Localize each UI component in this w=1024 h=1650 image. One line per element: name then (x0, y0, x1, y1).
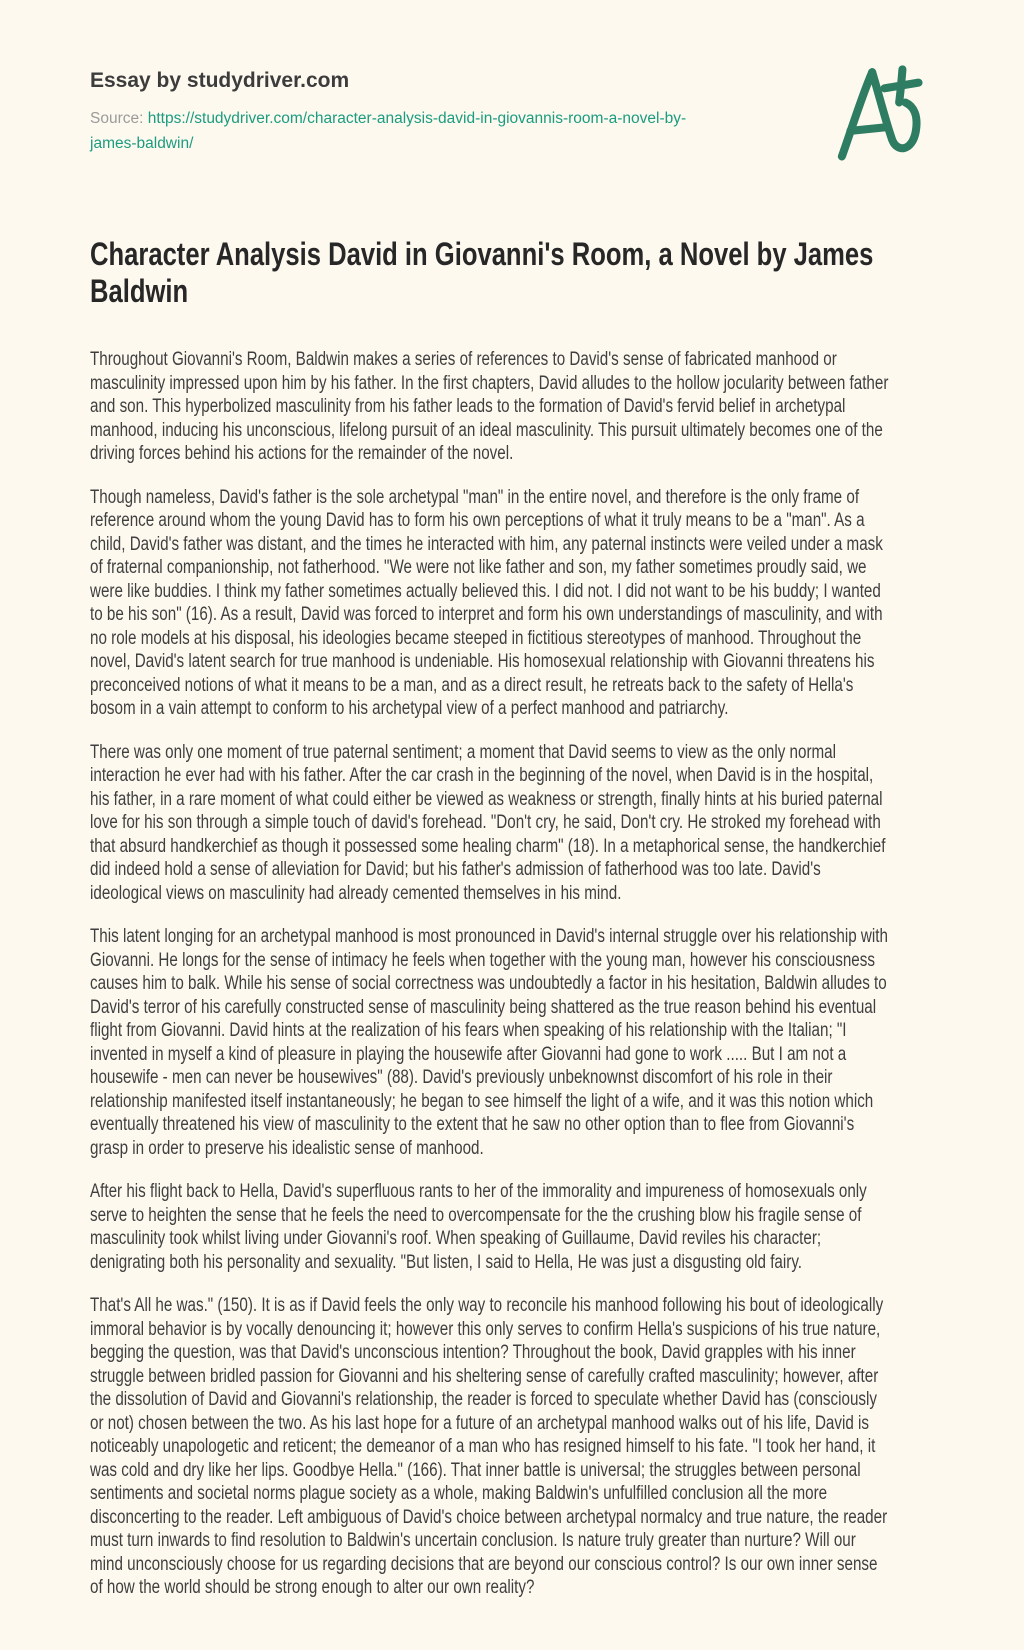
essay-paragraph: That's All he was." (150). It is as if David feels the only way to reconcile his manhood following his bout of ideologically immoral behavior is by vocally denouncing it; however this only serves to confirm Hella's suspicions of his true nature, begging the question, was that David's unconscious intention? Throughout the book, David grapples with his inner struggle between bridled passion for Giovanni and his sheltering sense of carefully crafted masculinity; however, after the dissolution of David and Giovanni's relationship, the reader is forced to speculate whether David has (consciously or not) chosen between the two. As his last hope for a future of an archetypal manhood walks out of his life, David is noticeably unapologetic and reticent; the demeanor of a man who has resigned himself to his fate. "I took her hand, it was cold and dry like her lips. Goodbye Hella." (166). That inner battle is universal; the struggles between personal sentiments and societal norms plague society as a whole, making Baldwin's unfulfilled conclusion all the more disconcerting to the reader. Left ambiguous of David's choice between archetypal normalcy and true nature, the reader must turn inwards to find resolution to Baldwin's uncertain conclusion. Is nature truly greater than nurture? Will our mind unconsciously choose for us regarding decisions that are beyond our conscious control? Is our own inner sense of how the world should be strong enough to alter our own reality? (90, 1295, 888, 1598)
source-url-link[interactable]: https://studydriver.com/character-analysis-david-in-giovannis-room-a-novel-by-james-baldwin/ (90, 110, 687, 152)
essay-paragraph: This latent longing for an archetypal manhood is most pronounced in David's internal struggle over his relationship with Giovanni. He longs for the sense of intimacy he feels when together with the young man, however his consciousness causes him to balk. While his sense of social correctness was undoubtedly a factor in his hesitation, Baldwin alludes to David's terror of his carefully constructed sense of masculinity being shattered as the true reason behind his eventual flight from Giovanni. David hints at the realization of his fears when speaking of his relationship with the Italian; "I invented in myself a kind of pleasure in playing the housewife after Giovanni had gone to work ..... But I am not a housewife - men can never be housewives" (88). David's previously unbeknownst discomfort of his role in their relationship manifested itself instantaneously; he began to see himself the light of a wife, and it was this notion which eventually threatened his view of masculinity to the extent that he saw no other option than to flee from Giovanni's grasp in order to preserve his idealistic sense of manhood. (90, 926, 888, 1159)
source-line (90, 106, 712, 156)
source-label: Source: (90, 110, 144, 127)
essay-paragraph: There was only one moment of true paternal sentiment; a moment that David seems to view as the only normal interaction he ever had with his father. After the car crash in the beginning of the novel, when David is in the hospital, his father, in a rare moment of what could either be viewed as weakness or strength, finally hints at his buried paternal love for his son through a simple touch of david's forehead. "Don't cry, he said, Don't cry. He stroked my forehead with that absurd handkerchief as though it possessed some healing charm" (18). In a metaphorical sense, the handkerchief did indeed hold a sense of alleviation for David; but his father's admission of fatherhood was too late. David's ideological views on masculinity had already cemented themselves in his mind. (90, 741, 886, 904)
essay-title: Character Analysis David in Giovanni's Room, a Novel by James Baldwin (90, 236, 874, 309)
essay-paragraph: Though nameless, David's father is the sole archetypal "man" in the entire novel, and therefore is the only frame of reference around whom the young David has to form his own perceptions of what it truly means to be a "man". As a child, David's father was distant, and the times he interacted with him, any paternal instincts were veiled under a mask of fraternal companionship, not fatherhood. "We were not like father and son, my father sometimes proudly said, we were like buddies. I think my father sometimes actually believed this. I did not. I did not want to be his buddy; I wanted to be his son" (16). As a result, David was forced to interpret and form his own understandings of masculinity, and with no role models at his disposal, his ideologies became steeped in fictitious stereotypes of manhood. Throughout the novel, David's latent search for true manhood is undeniable. His homosexual relationship with Giovanni threatens his preconceived notions of what it means to be a man, and as a direct result, he retreats back to the safety of Hella's bosom in a vain attempt to conform to his archetypal view of a perfect manhood and patriarchy. (90, 486, 883, 719)
studydriver-logo (826, 58, 924, 164)
essay-article (90, 236, 890, 1620)
page-header (90, 68, 712, 156)
a-plus-logo-icon (826, 58, 924, 164)
essay-paragraph: After his flight back to Hella, David's superfluous rants to her of the immorality and impureness of homosexuals only serve to heighten the sense that he feels the need to overcompensate for the the crushing blow his fragile sense of masculinity took whilst living under Giovanni's roof. When speaking of Guillaume, David reviles his character; denigrating both his personality and sexuality. "But listen, I said to Hella, He was just a disgusting old fairy. (90, 1181, 867, 1273)
essay-paragraph: Throughout Giovanni's Room, Baldwin makes a series of references to David's sense of fabricated manhood or masculinity impressed upon him by his father. In the first chapters, David alludes to the hollow jocularity between father and son. This hyperbolized masculinity from his father leads to the formation of David's fervid belief in archetypal manhood, inducing his unconscious, lifelong pursuit of an ideal masculinity. This pursuit ultimately becomes one of the driving forces behind his actions for the remainder of the novel. (90, 349, 889, 464)
site-title: Essay by studydriver.com (90, 69, 350, 92)
